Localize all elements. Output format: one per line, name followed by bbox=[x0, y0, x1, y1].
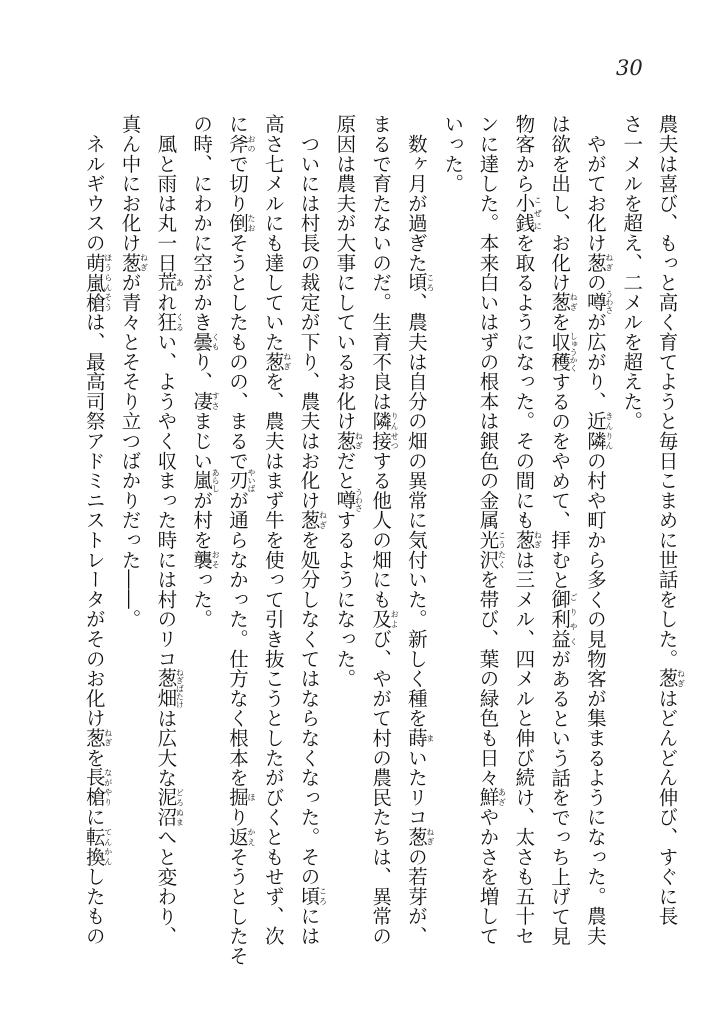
ruby-annotated-word: 刃やいば bbox=[225, 468, 256, 493]
furigana: あ bbox=[175, 272, 185, 293]
text-line: いった。 bbox=[441, 114, 465, 194]
furigana: たお bbox=[246, 213, 256, 233]
furigana: しゅうかく bbox=[569, 331, 579, 372]
furigana: ま bbox=[425, 727, 435, 748]
furigana: うわさ bbox=[354, 488, 364, 513]
ruby-annotated-word: 掘ほ bbox=[225, 787, 256, 808]
text-line: ついには村長の裁定が下り、農夫はお化け葱ねぎを処分しなくてはならなくなった。その頃ころには bbox=[297, 114, 328, 946]
ruby-annotated-word: 葱ねぎ bbox=[82, 727, 113, 748]
ruby-annotated-word: 葱ねぎ bbox=[261, 351, 292, 372]
ruby-annotated-word: 葱ねぎ bbox=[548, 292, 579, 313]
ruby-annotated-word: 転換てんかん bbox=[82, 826, 113, 867]
ruby-annotated-word: 狂くる bbox=[154, 312, 185, 332]
furigana: おそ bbox=[211, 549, 221, 570]
furigana: かえ bbox=[246, 826, 256, 847]
furigana: ころ bbox=[425, 272, 435, 293]
ruby-annotated-word: 泥沼どろぬま bbox=[154, 787, 185, 828]
ruby-annotated-word: 返かえ bbox=[225, 826, 256, 847]
ruby-annotated-word: 鮮あざ bbox=[476, 787, 507, 808]
furigana: ころ bbox=[318, 886, 328, 907]
ruby-annotated-word: 及およ bbox=[369, 609, 400, 629]
ruby-annotated-word: 蒔ま bbox=[404, 727, 435, 748]
furigana: ねぎ bbox=[676, 668, 686, 689]
furigana: こぜに bbox=[533, 193, 543, 233]
furigana: ねぎ bbox=[354, 430, 364, 451]
furigana: あらし bbox=[211, 468, 221, 493]
furigana: およ bbox=[390, 609, 400, 629]
ruby-annotated-word: 葱ねぎ bbox=[512, 529, 543, 550]
ruby-annotated-word: 凄すさ bbox=[190, 391, 221, 412]
ruby-annotated-word: 噂うわさ bbox=[583, 290, 614, 315]
furigana: こうたく bbox=[497, 529, 507, 570]
ruby-annotated-word: 葱ねぎ bbox=[118, 252, 149, 273]
furigana: ねぎ bbox=[604, 252, 614, 273]
furigana: おの bbox=[246, 133, 256, 154]
text-line: 風と雨は丸一日荒あれ狂くるい、ようやく収まった時には村のリコ葱畑ねぎばたけは広大な泥沼どろぬまへと変わり、 bbox=[154, 114, 185, 946]
ruby-annotated-word: 噂うわさ bbox=[333, 488, 364, 513]
ruby-annotated-word: 萌嵐槍ほうらんそう bbox=[82, 252, 113, 313]
furigana: やいば bbox=[246, 468, 256, 493]
furigana: くも bbox=[211, 331, 221, 352]
furigana: どろぬま bbox=[175, 787, 185, 828]
furigana: ねぎばたけ bbox=[175, 668, 185, 709]
text-line: まるで育たないのだ。生育不良は隣接りんせつする他人の畑にも及および、やがて村の農民たちは、異常の bbox=[369, 114, 400, 946]
furigana: きんりん bbox=[604, 411, 614, 451]
ruby-annotated-word: 葱ねぎ bbox=[655, 668, 686, 689]
body-text bbox=[76, 114, 686, 966]
furigana: ほ bbox=[246, 787, 256, 808]
text-line: ネルギウスの萌嵐槍ほうらんそうは、最高司祭アドミニストレータがそのお化け葱ねぎを長槍ながやりに転換てんかんしたもの bbox=[82, 114, 113, 946]
furigana: ねぎ bbox=[533, 529, 543, 550]
ruby-annotated-word: 嵐あらし bbox=[190, 468, 221, 493]
text-line: ンに達した。本来白いはずの根本は銀色の金属光沢こうたくを帯び、葉の緑色も日々鮮あざやかさを増して bbox=[476, 114, 507, 946]
ruby-annotated-word: 御利益ごりやく bbox=[548, 589, 579, 649]
text-line: 真ん中にお化け葱ねぎが青々とそそり立つばかりだった――。 bbox=[118, 114, 149, 629]
ruby-annotated-word: 倒たお bbox=[225, 213, 256, 233]
furigana: ねぎ bbox=[569, 292, 579, 313]
furigana: すさ bbox=[211, 391, 221, 412]
ruby-annotated-word: 収穫しゅうかく bbox=[548, 331, 579, 372]
text-line: は欲を出し、お化け葱ねぎを収穫しゅうかくするのをやめて、拝むと御利益ごりやくがあるという話をでっち上げて見 bbox=[548, 114, 579, 946]
furigana: あざ bbox=[497, 787, 507, 808]
ruby-annotated-word: 隣接りんせつ bbox=[369, 411, 400, 451]
text-line: 数ヶ月が過ぎた頃ころ、農夫は自分の畑の異常に気付いた。新しく種を蒔まいたリコ葱ねぎの若芽が、 bbox=[404, 114, 435, 946]
ruby-annotated-word: 斧おの bbox=[225, 133, 256, 154]
ruby-annotated-word: 頃ころ bbox=[297, 886, 328, 907]
furigana: ごりやく bbox=[569, 589, 579, 649]
ruby-annotated-word: 荒あ bbox=[154, 272, 185, 293]
ruby-annotated-word: 曇くも bbox=[190, 331, 221, 352]
furigana: ねぎ bbox=[282, 351, 292, 372]
ruby-annotated-word: 長槍ながやり bbox=[82, 767, 113, 808]
text-line: に斧おので切り倒たおそうとしたものの、まるで刃やいばが通らなかった。仕方なく根本を掘ほり返かえそうとしたそ bbox=[225, 114, 256, 966]
ruby-annotated-word: 葱ねぎ bbox=[333, 430, 364, 451]
text-line: 高さ七メルにも達していた葱ねぎを、農夫はまず牛を使って引き抜こうとしたがびくともせず、次 bbox=[261, 114, 292, 946]
ruby-annotated-word: 光沢こうたく bbox=[476, 529, 507, 570]
furigana: りんせつ bbox=[390, 411, 400, 451]
furigana: てんかん bbox=[103, 826, 113, 867]
text-line: 物客から小銭こぜにを取るようになった。その間にも葱ねぎは三メル、四メルと伸び続け、太さも五十セ bbox=[512, 114, 543, 946]
ruby-annotated-word: 頃ころ bbox=[404, 272, 435, 293]
text-line: の時、にわかに空がかき曇くもり、凄すさまじい嵐あらしが村を襲おそった。 bbox=[190, 114, 221, 629]
page-number: 30 bbox=[616, 56, 643, 80]
ruby-annotated-word: 葱畑ねぎばたけ bbox=[154, 668, 185, 709]
ruby-annotated-word: 葱ねぎ bbox=[404, 826, 435, 847]
ruby-annotated-word: 襲おそ bbox=[190, 549, 221, 570]
furigana: ねぎ bbox=[103, 727, 113, 748]
text-line: さ一メルを超え、二メルを超えた。 bbox=[620, 114, 644, 431]
ruby-annotated-word: 近隣きんりん bbox=[583, 411, 614, 451]
furigana: ねぎ bbox=[425, 826, 435, 847]
furigana: ねぎ bbox=[318, 510, 328, 530]
ruby-annotated-word: 小銭こぜに bbox=[512, 193, 543, 233]
furigana: くる bbox=[175, 312, 185, 332]
text-line: 原因は農夫が大事にしているお化け葱ねぎだと噂うわさするようになった。 bbox=[333, 114, 364, 689]
ruby-annotated-word: 葱ねぎ bbox=[297, 510, 328, 530]
furigana: うわさ bbox=[604, 290, 614, 315]
text-line: 農夫は喜び、もっと高く育てようと毎日こまめに世話をした。葱ねぎはどんどん伸び、すぐに長 bbox=[655, 114, 686, 926]
furigana: ほうらんそう bbox=[103, 252, 113, 312]
furigana: ねぎ bbox=[139, 252, 149, 273]
furigana: ながやり bbox=[103, 767, 113, 808]
ruby-annotated-word: 葱ねぎ bbox=[583, 252, 614, 273]
text-line: やがてお化け葱ねぎの噂うわさが広がり、近隣きんりんの村や町から多くの見物客が集まるようになった。農夫 bbox=[583, 114, 614, 946]
